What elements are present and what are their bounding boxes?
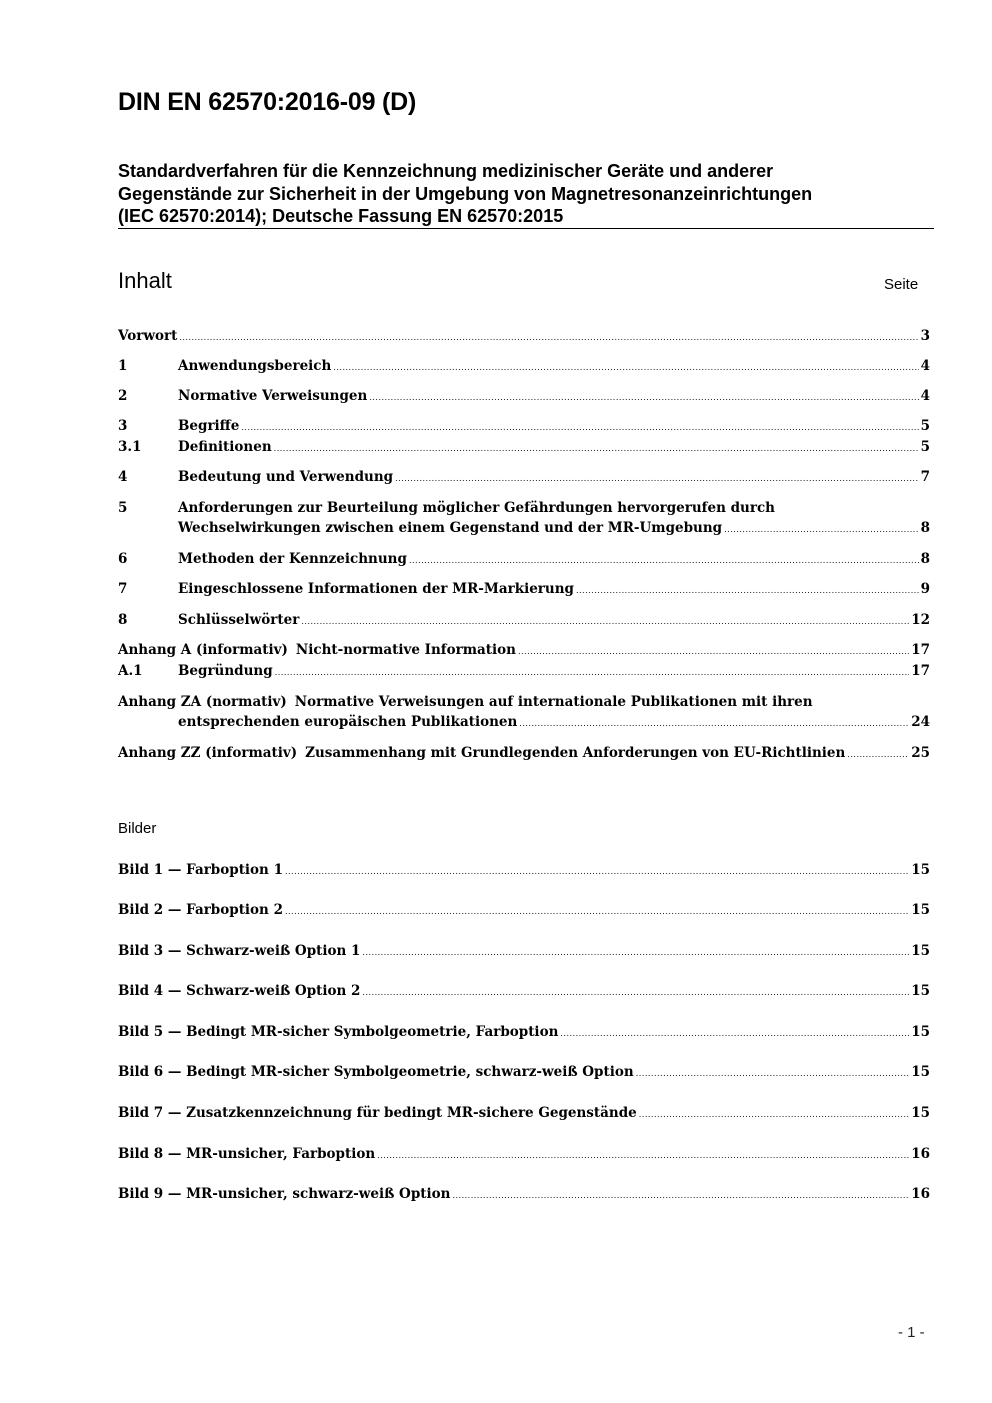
dot-leader [576,581,919,601]
subtitle-line: Gegenstände zur Sicherheit in der Umgebung von Magnetresonanzeinrichtungen [118,183,813,204]
toc-entry-number: 3 [118,418,128,434]
figures-heading: Bilder [118,820,157,837]
toc-entry-5[interactable] [118,498,930,538]
toc-entry-page: 4 [920,388,930,404]
toc-entry-text: Bedeutung und Verwendung [178,469,394,485]
toc-entry-vorwort[interactable] [118,326,930,346]
document-title: DIN EN 62570:2016-09 (D) [118,88,417,116]
figure-entry-text: Bild 7 — Zusatzkennzeichnung für bedingt MR-sichere Gegenstände [118,1105,637,1121]
toc-entry-1[interactable] [118,356,930,376]
figure-entry-text: Bild 5 — Bedingt MR-sicher Symbolgeometrie, Farboption [118,1024,559,1040]
dot-leader [362,943,909,963]
dot-leader [285,902,909,922]
figure-entry-9[interactable] [118,1184,930,1204]
figure-entry-8[interactable] [118,1144,930,1164]
dot-leader [639,1105,909,1125]
figure-entry-5[interactable] [118,1022,930,1042]
toc-entry-text: Zusammenhang mit Grundlegenden Anforderungen von EU-Richtlinien [305,745,846,761]
dot-leader [409,551,919,571]
figure-entry-7[interactable] [118,1103,930,1123]
toc-entry-label: Vorwort [118,328,178,344]
toc-entry-number: Anhang ZA (normativ) [118,694,287,710]
toc-entry-number: 6 [118,551,128,567]
toc-entry-page: 4 [920,358,930,374]
figure-entry-page: 16 [911,1186,930,1202]
dot-leader [241,418,918,438]
toc-entry-page: 9 [920,581,930,597]
toc-entry-text: Schlüsselwörter [178,612,300,628]
figure-entry-page: 15 [911,1105,930,1121]
dot-leader [518,642,909,662]
toc-entry-annex-za[interactable] [118,692,930,732]
toc-entry-a-1[interactable] [118,661,930,681]
figure-entry-text: Bild 6 — Bedingt MR-sicher Symbolgeometrie, schwarz-weiß Option [118,1064,634,1080]
toc-entry-text: Definitionen [178,439,272,455]
toc-entry-text: Methoden der Kennzeichnung [178,551,407,567]
subtitle-line: Standardverfahren für die Kennzeichnung medizinischer Geräte und anderer [118,161,774,181]
figure-entry-page: 16 [911,1146,930,1162]
figure-entry-page: 15 [911,1024,930,1040]
dot-leader [274,439,919,459]
toc-entry-number: Anhang ZZ (informativ) [118,745,298,761]
toc-entry-text: Normative Verweisungen auf internationale Publikationen mit ihren [294,694,813,710]
figure-entry-text: Bild 3 — Schwarz-weiß Option 1 [118,943,361,959]
figure-entry-text: Bild 4 — Schwarz-weiß Option 2 [118,983,361,999]
toc-entry-number: 4 [118,469,128,485]
dot-leader [519,714,909,734]
toc-entry-number: A.1 [118,663,143,679]
document-subtitle [118,160,934,228]
figure-entry-page: 15 [911,902,930,918]
figure-entry-text: Bild 2 — Farboption 2 [118,902,283,918]
toc-entry-text: Anforderungen zur Beurteilung möglicher Gefährdungen hervorgerufen durch [178,500,775,516]
toc-entry-page: 8 [920,520,930,536]
title-divider [118,228,934,229]
toc-entry-page: 17 [911,663,930,679]
toc-entry-3-1[interactable] [118,437,930,457]
toc-entry-number: 3.1 [118,439,142,455]
toc-entry-page: 25 [911,745,930,761]
toc-entry-number: 1 [118,358,128,374]
toc-entry-annex-a[interactable] [118,640,930,660]
toc-entry-number: 2 [118,388,128,404]
toc-entry-text: Normative Verweisungen [178,388,368,404]
toc-entry-6[interactable] [118,549,930,569]
toc-entry-page: 7 [920,469,930,485]
figure-entry-page: 15 [911,983,930,999]
dot-leader [369,388,918,408]
toc-entry-2[interactable] [118,386,930,406]
dot-leader [724,520,918,540]
dot-leader [395,469,919,489]
figure-entry-4[interactable] [118,981,930,1001]
toc-entry-page: 17 [911,642,930,658]
page-number: - 1 - [898,1324,925,1341]
toc-entry-3[interactable] [118,416,930,436]
subtitle-line: (IEC 62570:2014); Deutsche Fassung EN 62570:2015 [118,206,564,226]
toc-entry-7[interactable] [118,579,930,599]
dot-leader [179,328,918,348]
figure-entry-page: 15 [911,1064,930,1080]
figure-entry-page: 15 [911,943,930,959]
figure-entry-text: Bild 8 — MR-unsicher, Farboption [118,1146,376,1162]
toc-entry-page: 12 [911,612,930,628]
toc-entry-page: 24 [911,714,930,730]
toc-entry-text: Anwendungsbereich [178,358,332,374]
toc-entry-page: 5 [920,439,930,455]
dot-leader [362,983,909,1003]
toc-entry-text-continued: entsprechenden europäischen Publikationen [178,714,518,730]
toc-entry-text: Begründung [178,663,273,679]
dot-leader [377,1146,909,1166]
dot-leader [333,358,918,378]
dot-leader [560,1024,909,1044]
toc-entry-text: Eingeschlossene Informationen der MR-Markierung [178,581,574,597]
figure-entry-page: 15 [911,862,930,878]
dot-leader [275,663,910,683]
toc-entry-4[interactable] [118,467,930,487]
toc-heading: Inhalt [118,268,172,293]
figure-entry-2[interactable] [118,900,930,920]
figure-entry-text: Bild 9 — MR-unsicher, schwarz-weiß Option [118,1186,451,1202]
toc-entry-text: Nicht-normative Information [295,642,516,658]
toc-entry-number: Anhang A (informativ) [118,642,288,658]
dot-leader [301,612,909,632]
page-column-label: Seite [884,276,919,293]
dot-leader [452,1186,909,1206]
toc-entry-annex-zz[interactable] [118,743,930,763]
toc-entry-page: 5 [920,418,930,434]
toc-entry-number: 8 [118,612,128,628]
toc-entry-8[interactable] [118,610,930,630]
figure-entry-6[interactable] [118,1062,930,1082]
toc-entry-page: 3 [920,328,930,344]
dot-leader [847,745,909,765]
toc-entry-number: 7 [118,581,128,597]
toc-entry-number: 5 [118,500,128,516]
figure-entry-text: Bild 1 — Farboption 1 [118,862,283,878]
dot-leader [636,1064,910,1084]
toc-entry-text-continued: Wechselwirkungen zwischen einem Gegenstand und der MR-Umgebung [178,520,723,536]
figure-entry-3[interactable] [118,941,930,961]
toc-entry-page: 8 [920,551,930,567]
figure-entry-1[interactable] [118,860,930,880]
toc-entry-text: Begriffe [178,418,240,434]
dot-leader [285,862,909,882]
